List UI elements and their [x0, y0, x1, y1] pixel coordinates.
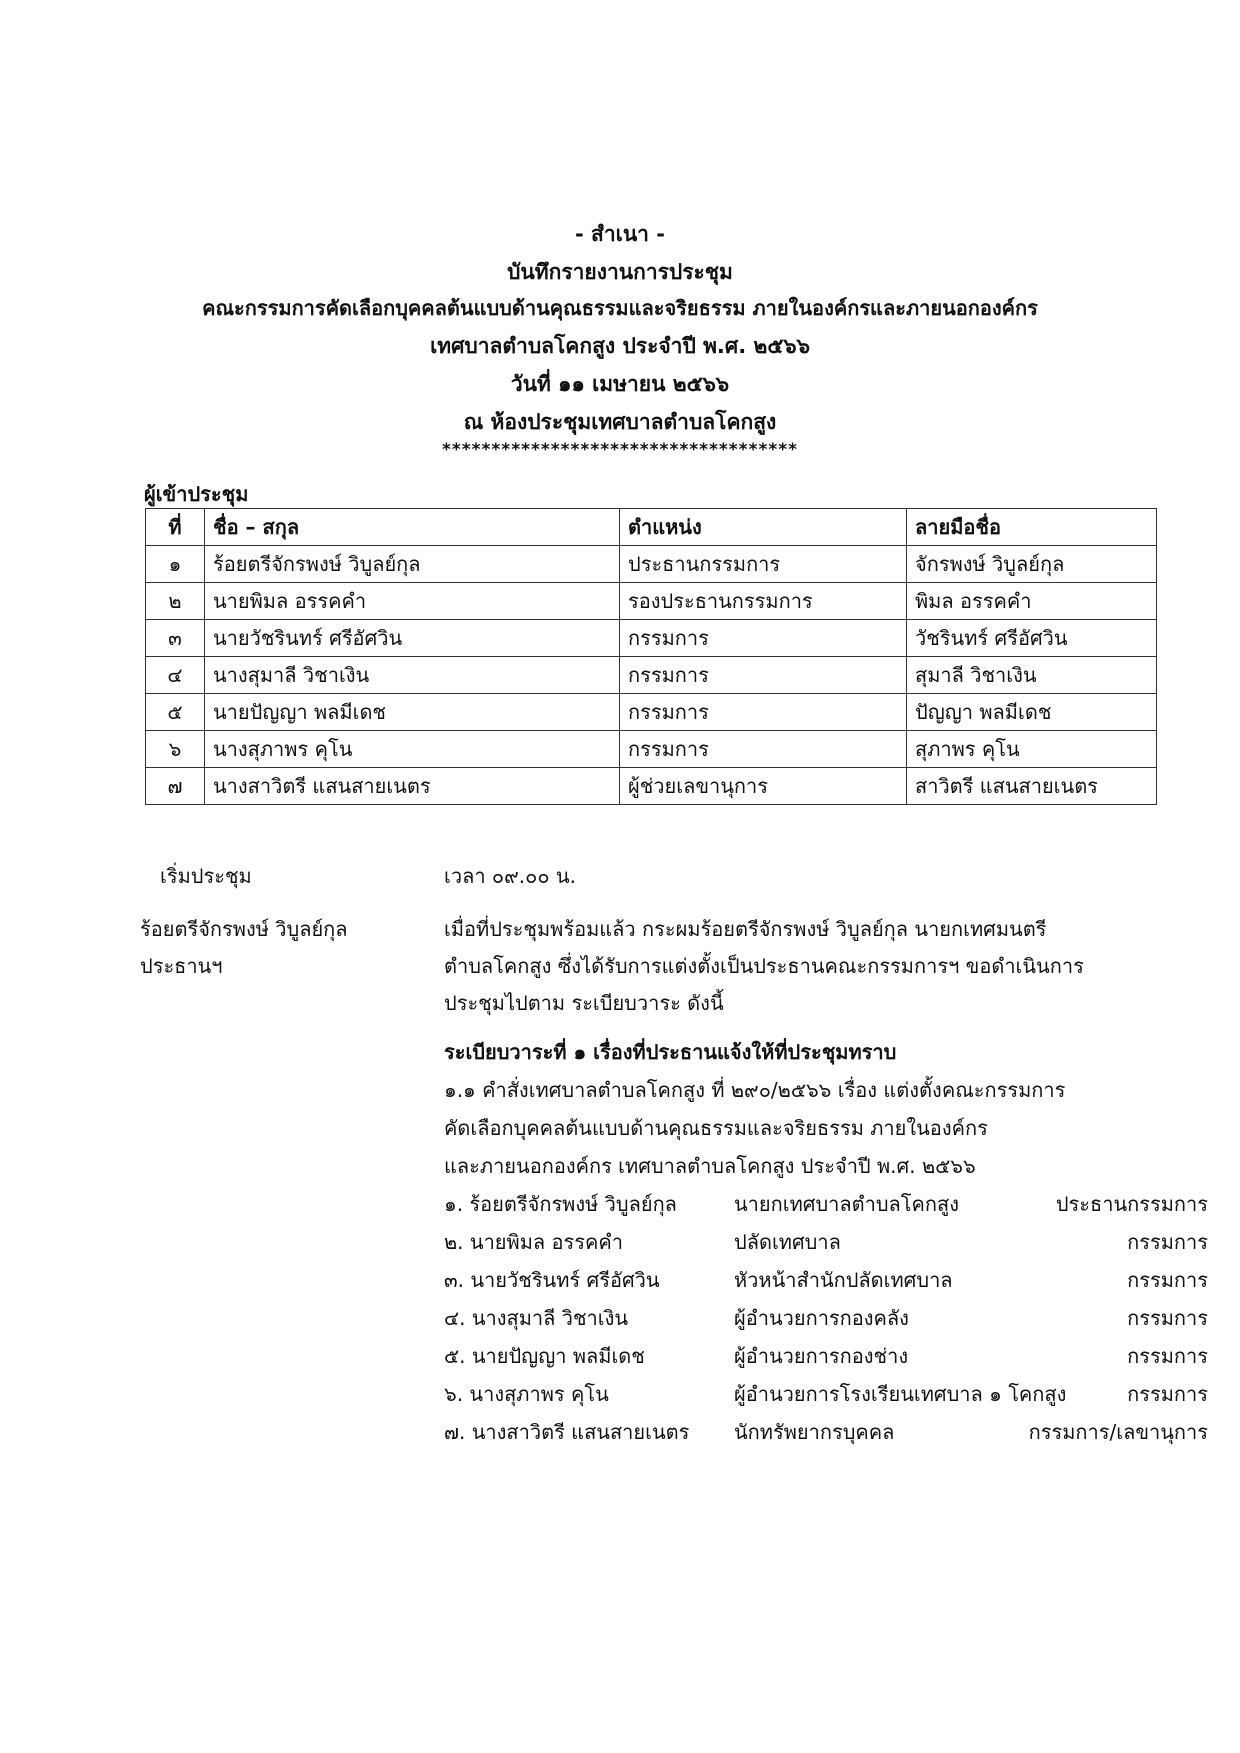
member-position: ปลัดเทศบาล: [734, 1230, 841, 1254]
table-row: [146, 694, 1157, 731]
table-row: [146, 768, 1157, 805]
attendees-table: [145, 508, 1157, 805]
memo-title: บันทึกรายงานการประชุม: [507, 260, 733, 284]
meeting-start-label: เริ่มประชุม: [160, 864, 252, 888]
column-header-name: ชื่อ – สกุล: [205, 509, 620, 546]
member-name: ๖. นางสุภาพร คุโน: [444, 1382, 609, 1406]
member-position: ผู้อำนวยการกองช่าง: [734, 1344, 909, 1368]
row-signature: สุมาลี วิชาเงิน: [907, 657, 1157, 694]
list-item: [444, 1302, 1208, 1338]
row-name: นางสาวิตรี แสนสายเนตร: [205, 768, 620, 805]
member-role: กรรมการ: [1127, 1230, 1208, 1254]
list-item: [444, 1378, 1208, 1414]
row-signature: สาวิตรี แสนสายเนตร: [907, 768, 1157, 805]
municipality-year: เทศบาลตำบลโคกสูง ประจำปี พ.ศ. ๒๕๖๖: [430, 334, 810, 358]
list-item: [444, 1264, 1208, 1300]
row-name: นายวัชรินทร์ ศรีอัศวิน: [205, 620, 620, 657]
chair-role: ประธานฯ: [140, 954, 223, 978]
member-name: ๒. นายพิมล อรรคคำ: [444, 1230, 623, 1254]
row-no: ๗: [146, 768, 205, 805]
member-name: ๔. นางสุมาลี วิชาเงิน: [444, 1306, 629, 1330]
list-item: [444, 1188, 1208, 1224]
row-position: กรรมการ: [620, 620, 907, 657]
row-no: ๑: [146, 546, 205, 583]
table-row: [146, 657, 1157, 694]
member-name: ๓. นายวัชรินทร์ ศรีอัศวิน: [444, 1268, 660, 1292]
chair-name: ร้อยตรีจักรพงษ์ วิบูลย์กุล: [140, 917, 348, 941]
column-header-signature: ลายมือชื่อ: [907, 509, 1157, 546]
row-no: ๖: [146, 731, 205, 768]
row-name: นางสุมาลี วิชาเงิน: [205, 657, 620, 694]
member-position: นายกเทศบาลตำบลโคกสูง: [734, 1192, 959, 1216]
row-position: ผู้ช่วยเลขานุการ: [620, 768, 907, 805]
row-position: รองประธานกรรมการ: [620, 583, 907, 620]
member-position: นักทรัพยากรบุคคล: [734, 1420, 895, 1444]
meeting-date: วันที่ ๑๑ เมษายน ๒๕๖๖: [510, 372, 730, 396]
agenda-line: คัดเลือกบุคคลต้นแบบด้านคุณธรรมและจริยธรรม ภายในองค์กร: [444, 1116, 988, 1140]
star-divider: ************************************: [441, 440, 799, 460]
row-signature: พิมล อรรคคำ: [907, 583, 1157, 620]
member-role: กรรมการ: [1127, 1268, 1208, 1292]
row-position: กรรมการ: [620, 731, 907, 768]
row-no: ๒: [146, 583, 205, 620]
table-row: [146, 620, 1157, 657]
row-name: นายพิมล อรรคคำ: [205, 583, 620, 620]
opening-line: เมื่อที่ประชุมพร้อมแล้ว กระผมร้อยตรีจักรพงษ์ วิบูลย์กุล นายกเทศมนตรี: [444, 917, 1047, 941]
member-name: ๕. นายปัญญา พลมีเดช: [444, 1344, 645, 1368]
member-role: กรรมการ: [1127, 1344, 1208, 1368]
opening-line: ประชุมไปตาม ระเบียบวาระ ดังนี้: [444, 991, 724, 1015]
member-position: ผู้อำนวยการกองคลัง: [734, 1306, 909, 1330]
row-name: นางสุภาพร คุโน: [205, 731, 620, 768]
list-item: [444, 1226, 1208, 1262]
column-header-no: ที่: [146, 509, 205, 546]
row-position: กรรมการ: [620, 694, 907, 731]
member-position: หัวหน้าสำนักปลัดเทศบาล: [734, 1268, 953, 1292]
meeting-place: ณ ห้องประชุมเทศบาลตำบลโคกสูง: [463, 410, 777, 434]
row-no: ๓: [146, 620, 205, 657]
member-role: ประธานกรรมการ: [1055, 1192, 1208, 1216]
row-signature: ปัญญา พลมีเดช: [907, 694, 1157, 731]
row-name: นายปัญญา พลมีเดช: [205, 694, 620, 731]
attendees-heading: ผู้เข้าประชุม: [144, 482, 249, 506]
member-role: กรรมการ: [1127, 1382, 1208, 1406]
row-signature: จักรพงษ์ วิบูลย์กุล: [907, 546, 1157, 583]
column-header-position: ตำแหน่ง: [620, 509, 907, 546]
row-no: ๕: [146, 694, 205, 731]
meeting-start-time: เวลา ๐๙.๐๐ น.: [444, 864, 576, 888]
agenda-line: และภายนอกองค์กร เทศบาลตำบลโคกสูง ประจำปี พ.ศ. ๒๕๖๖: [444, 1154, 976, 1178]
member-name: ๑. ร้อยตรีจักรพงษ์ วิบูลย์กุล: [444, 1192, 677, 1216]
member-name: ๗. นางสาวิตรี แสนสายเนตร: [444, 1420, 690, 1444]
member-role: กรรมการ/เลขานุการ: [1028, 1420, 1208, 1444]
table-row: [146, 546, 1157, 583]
row-no: ๔: [146, 657, 205, 694]
table-row: [146, 731, 1157, 768]
agenda-line: ๑.๑ คำสั่งเทศบาลตำบลโคกสูง ที่ ๒๙๐/๒๕๖๖ เรื่อง แต่งตั้งคณะกรรมการ: [444, 1078, 1066, 1102]
row-position: กรรมการ: [620, 657, 907, 694]
row-position: ประธานกรรมการ: [620, 546, 907, 583]
agenda-heading: ระเบียบวาระที่ ๑ เรื่องที่ประธานแจ้งให้ที่ประชุมทราบ: [444, 1040, 897, 1064]
row-signature: สุภาพร คุโน: [907, 731, 1157, 768]
row-name: ร้อยตรีจักรพงษ์ วิบูลย์กุล: [205, 546, 620, 583]
table-header-row: [146, 509, 1157, 546]
member-role: กรรมการ: [1127, 1306, 1208, 1330]
member-position: ผู้อำนวยการโรงเรียนเทศบาล ๑ โคกสูง: [734, 1382, 1067, 1406]
opening-line: ตำบลโคกสูง ซึ่งได้รับการแต่งตั้งเป็นประธานคณะกรรมการฯ ขอดำเนินการ: [444, 954, 1084, 978]
table-row: [146, 583, 1157, 620]
copy-mark: - สำเนา -: [575, 222, 665, 246]
list-item: [444, 1416, 1208, 1452]
committee-name: คณะกรรมการคัดเลือกบุคคลต้นแบบด้านคุณธรรมและจริยธรรม ภายในองค์กรและภายนอกองค์กร: [202, 296, 1038, 320]
row-signature: วัชรินทร์ ศรีอัศวิน: [907, 620, 1157, 657]
list-item: [444, 1340, 1208, 1376]
